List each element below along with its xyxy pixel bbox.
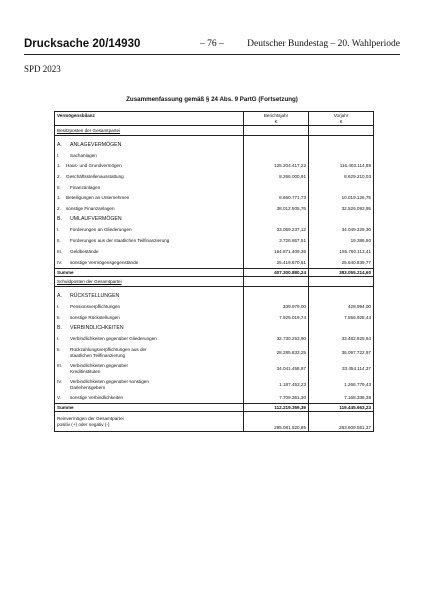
subgroup-row: [55, 151, 374, 161]
row-label: [55, 204, 244, 215]
row-label: [55, 247, 244, 258]
row-marker: IV.: [57, 379, 63, 385]
table-row: [55, 334, 374, 345]
row-label: [55, 258, 244, 269]
header-current-year-text: Berichtsjahr: [263, 113, 289, 118]
table-row: [55, 172, 374, 183]
value-previous: 7.168.338,38: [309, 393, 374, 404]
sum-previous: 119.445.663,23: [309, 404, 374, 412]
net-assets-label: [55, 412, 244, 432]
row-label: [55, 172, 244, 183]
row-marker: 2.: [57, 206, 61, 212]
value-current: 7.709.361,30: [244, 393, 309, 404]
sum-row-liabilities: [55, 404, 374, 412]
table-row: [55, 345, 374, 361]
value-previous: 32.526.093,95: [309, 204, 374, 215]
value-current: 339.979,00: [244, 302, 309, 313]
net-assets-previous: 263.609.551,37: [309, 412, 374, 432]
subgroup-row: [55, 183, 374, 193]
sum-row-assets: [55, 269, 374, 277]
row-marker: 2.: [57, 174, 61, 180]
row-marker: II.: [57, 238, 61, 244]
group-label: VERBINDLICHKEITEN: [70, 324, 124, 331]
row-text: Beteiligungen an Unternehmen: [66, 195, 130, 201]
group-title: [55, 292, 244, 302]
group-marker: A.: [57, 141, 62, 148]
document-prefix: Drucksache 20/: [24, 38, 109, 50]
row-marker: III.: [57, 249, 63, 255]
group-label: ANLAGEVERMÖGEN: [70, 141, 122, 148]
group-marker: A.: [57, 292, 62, 299]
row-text-line2: Darlehensgebern: [70, 384, 106, 390]
group-title: [55, 324, 244, 334]
table-row: [55, 258, 374, 269]
group-row: [55, 215, 374, 225]
row-label: [55, 361, 244, 377]
row-label: [55, 334, 244, 345]
value-current: 28.285.833,25: [244, 345, 309, 361]
row-text-line2: staatlichen Teilfinanzierung: [70, 352, 126, 358]
row-label: [55, 193, 244, 204]
value-current: 164.871.409,36: [244, 247, 309, 258]
table-row: [55, 204, 374, 215]
header-rule: [24, 54, 400, 55]
value-previous: 8.629.210,03: [309, 172, 374, 183]
value-previous: 33.482.825,64: [309, 334, 374, 345]
subgroup-marker: II.: [57, 184, 61, 190]
group-label: RÜCKSTELLUNGEN: [70, 292, 120, 299]
row-text: Verbindlichkeiten gegenüber Gliederungen: [70, 336, 157, 342]
group-row: [55, 292, 374, 302]
value-current: 3.726.867,51: [244, 236, 309, 247]
net-assets-row: [55, 412, 374, 432]
table-header-row: [55, 112, 374, 126]
row-marker: 1.: [57, 163, 61, 169]
value-current: 25.419.670,61: [244, 258, 309, 269]
value-previous: 34.049.329,30: [309, 225, 374, 236]
row-marker: V.: [57, 395, 61, 401]
table-title: Zusammenfassung gemäß § 24 Abs. 9 PartG (Fortsetzung): [126, 96, 298, 103]
subgroup-label: Sachanlagen: [70, 152, 97, 158]
value-previous: 116.403.114,89: [309, 161, 374, 172]
group-title: [55, 215, 244, 225]
row-marker: I.: [57, 304, 60, 310]
document-number-value: 14930: [108, 38, 141, 50]
subgroup-marker: I.: [57, 152, 60, 158]
table-row: [55, 236, 374, 247]
row-text: Forderungen an Gliederungen: [70, 227, 132, 233]
row-label: [55, 225, 244, 236]
row-text-line2: Kreditinstituten: [70, 368, 101, 374]
value-current: 7.925.019,74: [244, 313, 309, 324]
value-previous: 36.097.722,97: [309, 345, 374, 361]
row-text: sonstige Vermögensgegenstände: [70, 260, 139, 266]
header-current-year: [244, 112, 309, 126]
header-previous-year: [309, 112, 374, 126]
table-row: [55, 225, 374, 236]
row-text-line1: Verbindlichkeiten gegenüber sonstigen: [70, 379, 149, 385]
value-current: 33.069.237,12: [244, 225, 309, 236]
sum-current: 407.300.880,24: [244, 269, 309, 277]
row-marker: I.: [57, 227, 60, 233]
table-row: [55, 377, 374, 393]
table-row: [55, 247, 374, 258]
table-row: [55, 313, 374, 324]
value-previous: 25.640.839,77: [309, 258, 374, 269]
sum-current: 112.219.359,39: [244, 404, 309, 412]
row-text: Forderungen aus der staatlichen Teilfinanzierung: [70, 238, 170, 244]
row-text: sonstige Finanzanlagen: [66, 206, 115, 212]
document-number: [24, 38, 140, 50]
row-marker: II.: [57, 347, 61, 353]
value-current: 8.266.000,91: [244, 172, 309, 183]
section-row-liabilities: [55, 277, 374, 287]
group-row: [55, 141, 374, 151]
group-marker: B.: [57, 215, 62, 222]
group-row: [55, 324, 374, 334]
value-current: 1.187.453,23: [244, 377, 309, 393]
row-text: Haus- und Grundvermögen: [66, 163, 122, 169]
header-label: Vermögensbilanz: [55, 112, 244, 126]
balance-table: [54, 111, 374, 432]
row-text: Pensionsverpflichtungen: [70, 304, 121, 310]
sum-label: Summe: [55, 269, 244, 277]
subgroup-title: [55, 151, 244, 161]
net-assets-line1: Reinvermögen der Gesamtpartei: [57, 416, 124, 422]
row-text: Geldbestände: [70, 249, 99, 255]
sum-previous: 383.055.214,60: [309, 269, 374, 277]
row-marker: III.: [57, 363, 63, 369]
header-previous-unit: €: [339, 118, 343, 124]
row-marker: I.: [57, 336, 60, 342]
value-current: 34.041.458,97: [244, 361, 309, 377]
net-assets-line2: positiv (+) oder negativ (-): [57, 421, 110, 427]
row-text-line1: Verbindlichkeiten gegenüber: [70, 363, 128, 369]
table-row: [55, 302, 374, 313]
subgroup-label: Finanzanlagen: [70, 184, 101, 190]
value-previous: 33.454.114,37: [309, 361, 374, 377]
value-previous: 7.556.928,44: [309, 313, 374, 324]
value-previous: 1.266.779,43: [309, 377, 374, 393]
table-row: [55, 361, 374, 377]
publisher-line: Deutscher Bundestag – 20. Wahlperiode: [247, 39, 400, 49]
value-previous: 19.386,50: [309, 236, 374, 247]
value-previous: 155.760.113,41: [309, 247, 374, 258]
row-marker: 1.: [57, 195, 61, 201]
row-label: [55, 393, 244, 404]
party-line: SPD 2023: [24, 64, 61, 74]
table-row: [55, 161, 374, 172]
net-assets-current: 295.081.520,85: [244, 412, 309, 432]
row-text: sonstige Verbindlichkeiten: [70, 395, 124, 401]
subgroup-title: [55, 183, 244, 193]
row-label: [55, 161, 244, 172]
value-current: 8.660.771,73: [244, 193, 309, 204]
header-current-unit: €: [274, 118, 278, 124]
row-label: [55, 345, 244, 361]
row-label: [55, 302, 244, 313]
sum-label: Summe: [55, 404, 244, 412]
value-previous: 10.019.126,75: [309, 193, 374, 204]
row-text: [70, 379, 149, 390]
table-row: [55, 393, 374, 404]
section-title-liabilities: Schuldposten der Gesamtpartei: [55, 277, 244, 287]
section-title-assets: Besitzposten der Gesamtpartei: [55, 126, 244, 136]
row-label: [55, 236, 244, 247]
row-text: [70, 347, 147, 358]
table-row: [55, 193, 374, 204]
row-text: Geschäftsstellenausstattung: [66, 174, 124, 180]
group-marker: B.: [57, 324, 62, 331]
value-current: 38.012.505,76: [244, 204, 309, 215]
section-row-assets: [55, 126, 374, 136]
header-previous-year-text: Vorjahr: [333, 113, 349, 118]
row-label: [55, 313, 244, 324]
row-text-line1: Rückzahlungsverpflichtungen aus der: [70, 347, 147, 353]
row-text: sonstige Rückstellungen: [70, 315, 120, 321]
value-current: 32.730.253,90: [244, 334, 309, 345]
row-marker: IV.: [57, 260, 63, 266]
row-label: [55, 377, 244, 393]
group-title: [55, 141, 244, 151]
value-previous: 428.994,00: [309, 302, 374, 313]
row-text: [70, 363, 128, 374]
group-label: UMLAUFVERMÖGEN: [70, 215, 122, 222]
page-number: – 76 –: [200, 39, 224, 49]
value-current: 125.204.417,22: [244, 161, 309, 172]
row-marker: II.: [57, 315, 61, 321]
